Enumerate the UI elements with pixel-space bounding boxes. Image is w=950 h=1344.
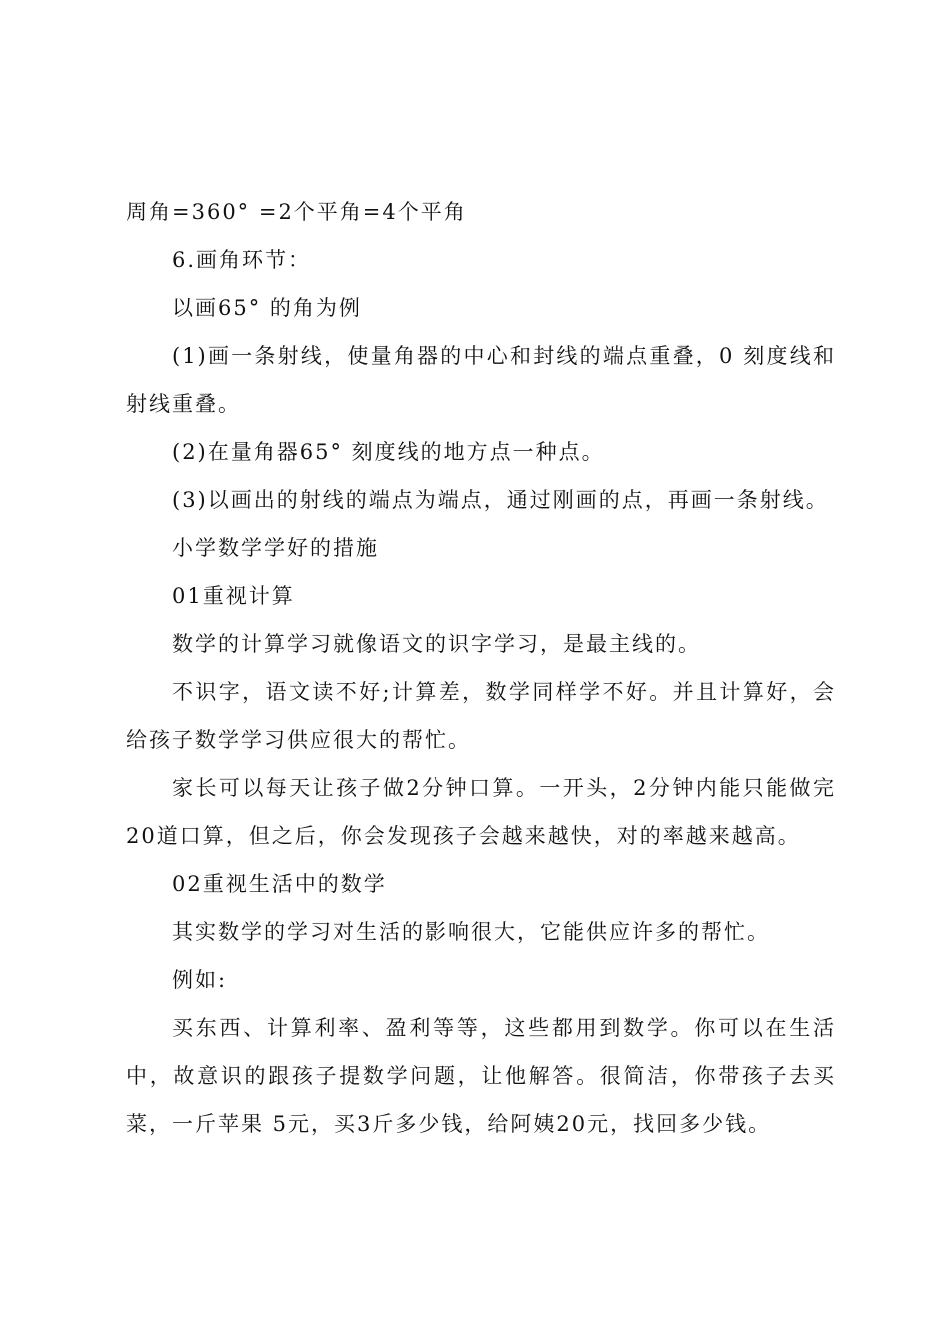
heading-01-calculation: 01重视计算 [172,584,295,608]
paragraph-shopping-example: 买东西、计算利率、盈利等等，这些都用到数学。你可以在生活中，故意识的跟孩子提数学问题，让他解答。很简洁，你带孩子去买菜，一斤苹果 5元，买3斤多少钱，给阿姨20元，找回多少钱。 [126,1016,836,1136]
heading-study-methods: 小学数学学好的措施 [172,536,379,560]
paragraph-life-impact: 其实数学的学习对生活的影响很大，它能供应许多的帮忙。 [172,920,770,944]
heading-02-life-math: 02重视生活中的数学 [172,872,387,896]
paragraph-calculation-importance: 数学的计算学习就像语文的识字学习，是最主线的。 [172,632,701,656]
paragraph-example-65: 以画65° 的角为例 [172,296,362,320]
paragraph-for-example: 例如: [172,968,228,992]
paragraph-full-angle: 周角=360° =2个平角=4个平角 [126,200,467,224]
document-body [126,188,836,1148]
paragraph-step-2: (2)在量角器65° 刻度线的地方点一种点。 [172,440,605,464]
paragraph-step-1: (1)画一条射线，使量角器的中心和封线的端点重叠，0 刻度线和射线重叠。 [126,344,836,416]
heading-draw-angle-step: 6.画角环节： [172,248,312,272]
paragraph-daily-practice: 家长可以每天让孩子做2分钟口算。一开头，2分钟内能只能做完20道口算，但之后，你会发现孩子会越来越快，对的率越来越高。 [126,776,836,848]
paragraph-step-3: (3)以画出的射线的端点为端点，通过刚画的点，再画一条射线。 [172,488,829,512]
paragraph-literacy-analogy: 不识字，语文读不好;计算差，数学同样学不好。并且计算好，会给孩子数学学习供应很大的帮忙。 [126,680,836,752]
